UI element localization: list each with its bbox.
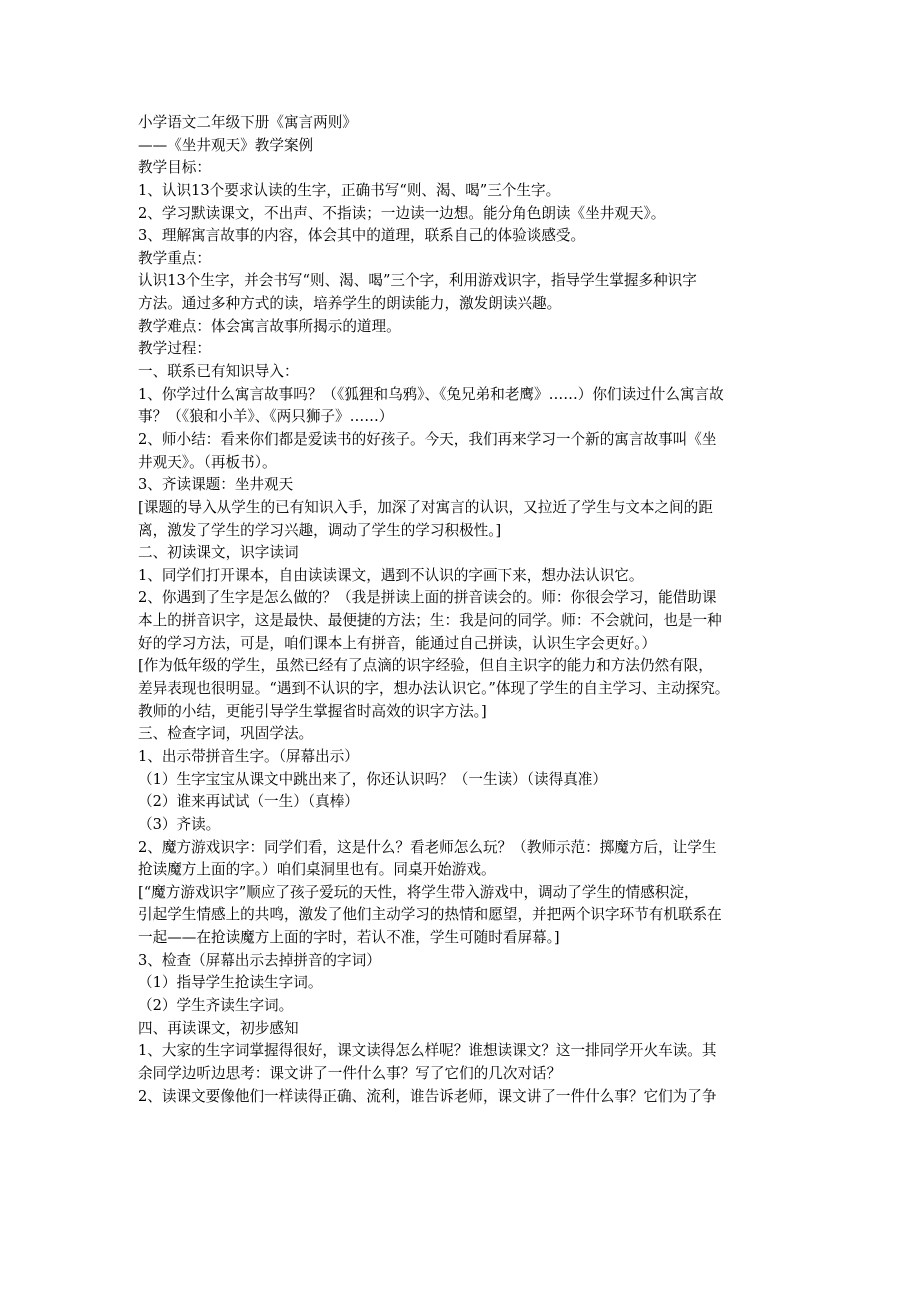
text-line: 2、读课文要像他们一样读得正确、流利，谁告诉老师，课文讲了一件什么事？它们为了争: [138, 1087, 717, 1105]
text-line: （2）谁来再试试（一生）（真棒）: [138, 793, 359, 811]
commentary-line: 教师的小结，更能引导学生掌握省时高效的识字方法。]: [138, 702, 487, 720]
document-page: [138, 112, 788, 1108]
text-line: 2、师小结：看来你们都是爱读书的好孩子。今天，我们再来学习一个新的寓言故事叫《坐: [138, 430, 717, 448]
section-heading: 教学重点：: [138, 249, 211, 267]
text-line: 事？（《狼和小羊》、《两只狮子》……）: [138, 408, 394, 426]
section-heading: 四、再读课文，初步感知: [138, 1019, 299, 1037]
text-line: （2）学生齐读生字词。: [138, 996, 294, 1014]
text-line: 1、你学过什么寓言故事吗？（《狐狸和乌鸦》、《兔兄弟和老鹰》……）你们读过什么寓言故: [138, 385, 724, 403]
text-line: 余同学边听边思考：课文讲了一件什么事？写了它们的几次对话？: [138, 1064, 562, 1082]
commentary-line: [“魔方游戏识字”顺应了孩子爱玩的天性，将学生带入游戏中，调动了学生的情感积淀，: [138, 883, 699, 901]
commentary-line: [课题的导入从学生的已有知识入手，加深了对寓言的认识，又拉近了学生与文本之间的距: [138, 498, 713, 516]
section-heading: 教学过程：: [138, 340, 211, 358]
section-heading: 三、检查字词，巩固学法。: [138, 725, 314, 743]
commentary-line: 离，激发了学生的学习兴趣，调动了学生的学习积极性。]: [138, 521, 502, 539]
commentary-line: [作为低年级的学生，虽然已经有了点滴的识字经验，但自主识字的能力和方法仍然有限，: [138, 657, 713, 675]
document-subtitle: ——《坐井观天》教学案例: [138, 136, 314, 154]
commentary-line: 差异表现也很明显。“遇到不认识的字，想办法认识它。”体现了学生的自主学习、主动探究。: [138, 680, 730, 698]
text-line: 井观天》。（再板书）。: [138, 453, 277, 471]
commentary-line: 一起——在抢读魔方上面的字时，若认不准，学生可随时看屏幕。]: [138, 929, 560, 947]
document-title: 小学语文二年级下册《寓言两则》: [138, 114, 357, 131]
text-line: 3、齐读课题：坐井观天: [138, 476, 294, 494]
section-heading: 二、初读课文，识字读词: [138, 544, 299, 562]
text-line: 方法。通过多种方式的读，培养学生的朗读能力，激发朗读兴趣。: [138, 295, 562, 313]
text-line: （3）齐读。: [138, 815, 221, 833]
text-line: 抢读魔方上面的字。）咱们桌洞里也有。同桌开始游戏。: [138, 861, 496, 879]
text-line: 2、你遇到了生字是怎么做的？（我是拼读上面的拼音读会的。师：你很会学习，能借助课: [138, 589, 717, 607]
text-line: 2、魔方游戏识字：同学们看，这是什么？看老师怎么玩？（教师示范：掷魔方后，让学生: [138, 838, 717, 856]
text-line: 1、认识13个要求认读的生字，正确书写“则、渴、喝”三个生字。: [138, 181, 561, 199]
section-heading: 教学难点：体会寓言故事所揭示的道理。: [138, 317, 401, 335]
text-line: 1、大家的生字词掌握得很好，课文读得怎么样呢？谁想读课文？这一排同学开火车读。其: [138, 1042, 717, 1060]
text-line: 1、同学们打开课本，自由读读课文，遇到不认识的字画下来，想办法认识它。: [138, 566, 644, 584]
text-line: （1）生字宝宝从课文中跳出来了，你还认识吗？（一生读）（读得真准）: [138, 770, 607, 788]
text-line: 本上的拼音识字，这是最快、最便捷的方法；生：我是问的同学。师：不会就问，也是一种: [138, 612, 722, 630]
text-line: 2、学习默读课文，不出声、不指读；一边读一边想。能分角色朗读《坐井观天》。: [138, 204, 666, 222]
text-line: （1）指导学生抢读生字词。: [138, 974, 323, 992]
text-line: 3、理解寓言故事的内容，体会其中的道理，联系自己的体验谈感受。: [138, 227, 586, 245]
section-heading: 一、联系已有知识导入：: [138, 363, 299, 381]
section-heading: 教学目标：: [138, 159, 211, 177]
text-line: 认识13个生字，并会书写“则、渴、喝”三个字，利用游戏识字，指导学生掌握多种识字: [138, 272, 697, 290]
text-line: 1、出示带拼音生字。（屏幕出示）: [138, 747, 359, 765]
text-line: 好的学习方法，可是，咱们课本上有拼音，能通过自己拼读，认识生字会更好。）: [138, 634, 657, 652]
commentary-line: 引起学生情感上的共鸣，激发了他们主动学习的热情和愿望，并把两个识字环节有机联系在: [138, 906, 722, 924]
text-line: 3、检查（屏幕出示去掉拼音的字词）: [138, 951, 381, 969]
